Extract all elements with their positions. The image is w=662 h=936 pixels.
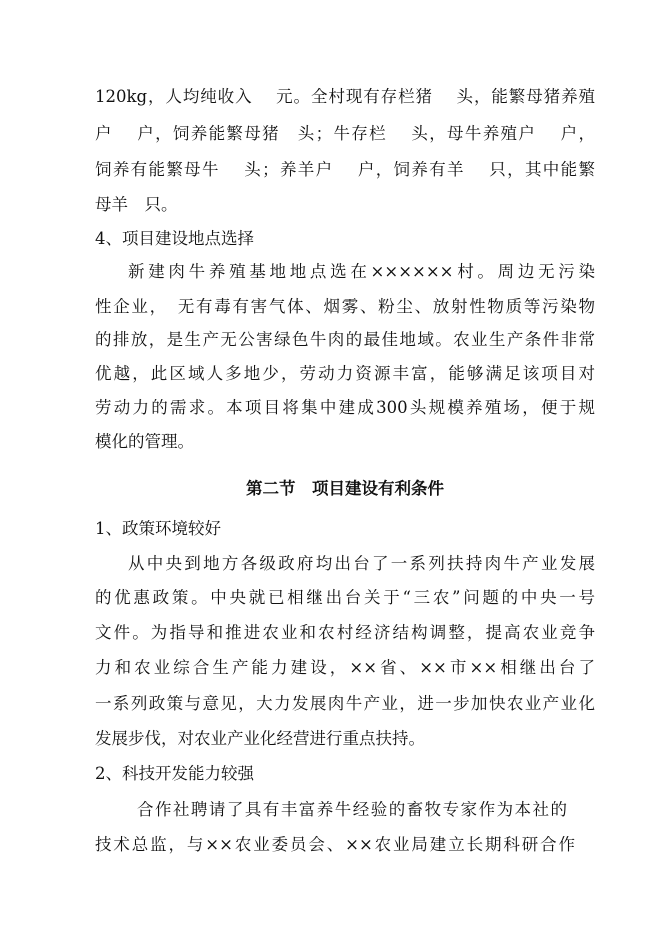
paragraph-line: 文件。为指导和推进农业和农村经济结构调整，提高农业竞争 — [95, 623, 595, 642]
paragraph-line: 一系列政策与意见，大力发展肉牛产业，进一步加快农业产业化 — [95, 694, 595, 713]
paragraph-line: 力和农业综合生产能力建设，××省、××市××相继出台了 — [95, 658, 595, 677]
section-title: 第二节 项目建设有利条件 — [246, 479, 444, 498]
paragraph-line: 劳动力的需求。本项目将集中建成300头规模养殖场，便于规 — [95, 398, 595, 417]
section-heading-1: 1、政策环境较好 — [95, 519, 221, 538]
paragraph-line: 优越，此区域人多地少，劳动力资源丰富，能够满足该项目对 — [95, 364, 595, 383]
paragraph-line: 合作社聘请了具有丰富养牛经验的畜牧专家作为本社的 — [137, 800, 567, 819]
paragraph-line: 的排放，是生产无公害绿色牛肉的最佳地域。农业生产条件非常 — [95, 330, 595, 349]
paragraph-line: 模化的管理。 — [95, 432, 194, 451]
paragraph-line: 性企业， 无有毒有害气体、烟雾、粉尘、放射性物质等污染物 — [95, 297, 595, 316]
paragraph-line: 饲养有能繁母牛 头；养羊户 户，饲养有羊 只，其中能繁 — [95, 160, 595, 179]
paragraph-line: 120kg，人均纯收入 元。全村现有存栏猪 头，能繁母猪养殖 — [95, 87, 595, 106]
paragraph-line: 发展步伐，对农业产业化经营进行重点扶持。 — [95, 729, 425, 748]
paragraph-line: 技术总监，与××农业委员会、××农业局建立长期科研合作 — [95, 835, 575, 854]
paragraph-line: 的优惠政策。中央就已相继出台关于“三农”问题的中央一号 — [95, 588, 595, 607]
section-heading-2: 2、科技开发能力较强 — [95, 764, 254, 783]
paragraph-line: 从中央到地方各级政府均出台了一系列扶持肉牛产业发展 — [128, 554, 595, 573]
section-heading-4: 4、项目建设地点选择 — [95, 229, 254, 248]
paragraph-line: 户 户，饲养能繁母猪 头；牛存栏 头，母牛养殖户 户， — [95, 124, 595, 143]
paragraph-line: 新建肉牛养殖基地地点选在××××××村。周边无污染 — [128, 262, 595, 281]
paragraph-line: 母羊 只。 — [95, 195, 178, 214]
